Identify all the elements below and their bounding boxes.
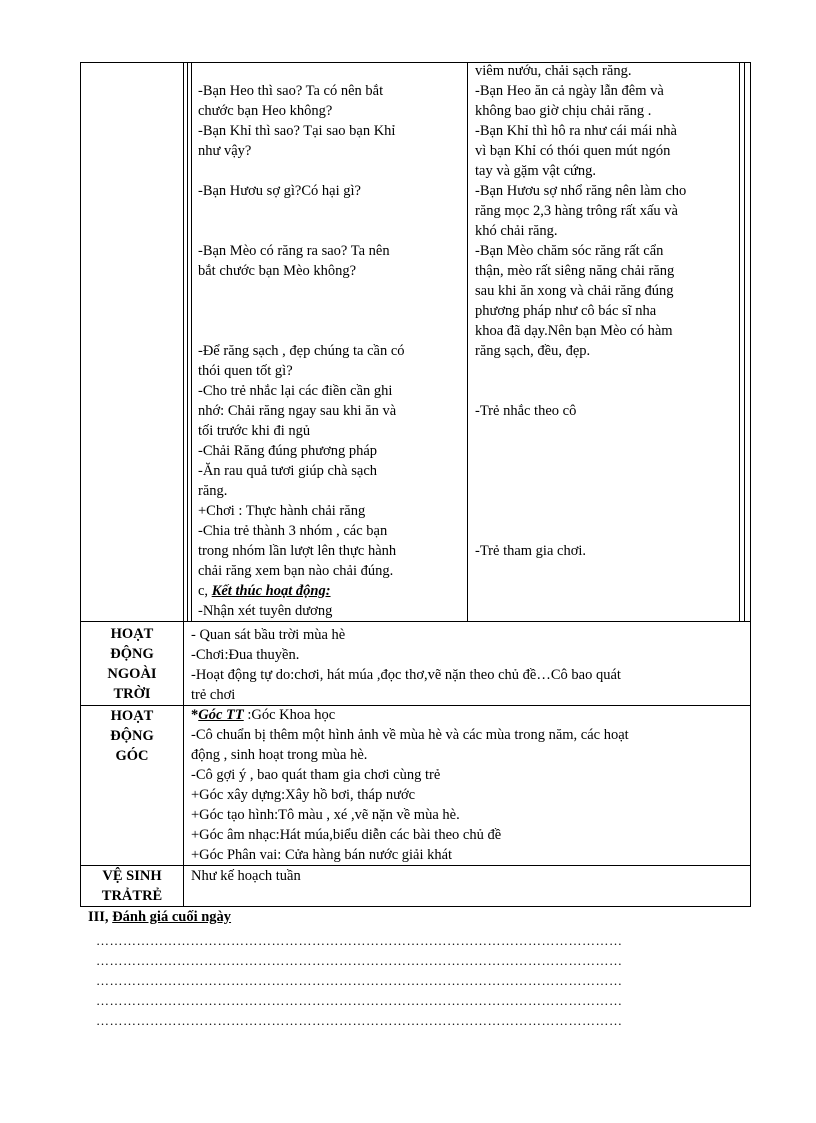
end-title: Kết thúc hoạt động: [211, 583, 331, 599]
activity-answers [475, 61, 686, 361]
row-divider-1 [80, 621, 751, 622]
answer-repeat: -Trẻ nhắc theo cô [475, 403, 577, 419]
corner-label-line: HOẠT [110, 708, 154, 724]
inner-table-left-outer [187, 62, 188, 622]
answer-line: răng mọc 2,3 hàng trông rất xấu và [475, 203, 678, 219]
instruction-line: chải răng xem bạn nào chải đúng. [198, 563, 394, 579]
outdoor-label-line: HOẠT [110, 626, 154, 642]
outdoor-content [191, 625, 621, 705]
end-note: -Nhận xét tuyên dương [198, 603, 333, 619]
question-line: -Bạn Hươu sợ gì?Có hại gì? [198, 183, 361, 199]
answer-line: không bao giờ chịu chải răng . [475, 103, 652, 119]
answer-line: tay và gặm vật cứng. [475, 163, 596, 179]
evaluation-heading [88, 907, 231, 927]
answer-line: vì bạn Khỉ có thói quen mút ngón [475, 143, 671, 159]
outdoor-line: -Chơi:Đua thuyền. [191, 647, 300, 663]
inner-table-right-inner [739, 62, 740, 622]
question-line: như vậy? [198, 143, 252, 159]
corner-label [81, 706, 183, 766]
instruction-line: -Để răng sạch , đẹp chúng ta cần có [198, 343, 405, 359]
answer-line: -Bạn Mèo chăm sóc răng rất cẩn [475, 243, 664, 259]
instruction-line: +Chơi : Thực hành chải răng [198, 503, 366, 519]
evaluation-prefix: III, [88, 909, 113, 925]
corner-label-line: GÓC [115, 748, 149, 764]
activity-questions [198, 81, 395, 281]
instruction-line: -Chia trẻ thành 3 nhóm , các bạn [198, 523, 388, 539]
evaluation-dots-4: ……………………………………………………………………………………………………… [96, 993, 623, 1008]
inner-table-mid [467, 62, 468, 622]
table-border-left [80, 62, 81, 907]
corner-content [191, 705, 629, 865]
answer-line: -Bạn Khỉ thì hô ra như cái mái nhà [475, 123, 677, 139]
end-prefix: c, [198, 583, 212, 599]
answer-line: khoa đã dạy.Nên bạn Mèo có hàm [475, 323, 673, 339]
question-line: -Bạn Heo thì sao? Ta có nên bắt [198, 83, 384, 99]
instruction-line: trong nhóm lần lượt lên thực hành [198, 543, 397, 559]
corner-title: Góc TT [198, 707, 244, 723]
inner-table-right-outer [744, 62, 745, 622]
evaluation-dots-3: ……………………………………………………………………………………………………… [96, 973, 623, 988]
answer-line: viêm nướu, chải sạch răng. [475, 63, 632, 79]
corner-line: +Góc Phân vai: Cửa hàng bán nước giải khát [191, 847, 453, 863]
outdoor-line: -Hoạt động tự do:chơi, hát múa ,đọc thơ,vẽ nặn theo chủ đề…Cô bao quát [191, 667, 621, 683]
instruction-line: nhớ: Chải răng ngay sau khi ăn và [198, 403, 397, 419]
outdoor-label-line: TRỜI [113, 686, 151, 702]
outdoor-label [81, 624, 183, 704]
activity-instructions [198, 341, 405, 621]
corner-star: * [191, 707, 199, 723]
instruction-line: -Cho trẻ nhắc lại các điền cần ghi [198, 383, 393, 399]
corner-line: -Cô chuẩn bị thêm một hình ảnh về mùa hè và các mùa trong năm, các hoạt [191, 727, 629, 743]
answer-line: -Bạn Hươu sợ nhổ răng nên làm cho [475, 183, 687, 199]
corner-subtitle: :Góc Khoa học [243, 707, 336, 723]
outdoor-line: trẻ chơi [191, 687, 236, 703]
corner-line: +Góc âm nhạc:Hát múa,biểu diễn các bài theo chủ đề [191, 827, 502, 843]
instruction-line: -Ăn rau quả tươi giúp chà sạch [198, 463, 377, 479]
corner-line: +Góc tạo hình:Tô màu , xé ,vẽ nặn về mùa hè. [191, 807, 460, 823]
question-line: bắt chước bạn Mèo không? [198, 263, 357, 279]
evaluation-title: Đánh giá cuối ngày [112, 909, 232, 925]
evaluation-dots-2: ……………………………………………………………………………………………………… [96, 953, 623, 968]
answer-line: khó chải răng. [475, 223, 558, 239]
outdoor-label-line: NGOÀI [107, 666, 157, 682]
instruction-line: răng. [198, 483, 228, 499]
answer-line: thận, mèo rất siêng năng chải răng [475, 263, 675, 279]
evaluation-dots-1: ……………………………………………………………………………………………………… [96, 933, 623, 948]
hygiene-label [81, 866, 183, 906]
outdoor-line: - Quan sát bầu trời mùa hè [191, 627, 346, 643]
instruction-line: thói quen tốt gì? [198, 363, 293, 379]
corner-line: -Cô gợi ý , bao quát tham gia chơi cùng trẻ [191, 767, 441, 783]
question-line: -Bạn Khỉ thì sao? Tại sao bạn Khỉ [198, 123, 396, 139]
end-activity-heading [198, 581, 405, 601]
hygiene-content: Như kế hoạch tuần [191, 868, 301, 884]
outdoor-label-line: ĐỘNG [110, 646, 154, 662]
corner-line: động , sinh hoạt trong mùa hè. [191, 747, 368, 763]
answer-line: sau khi ăn xong và chải răng đúng [475, 283, 674, 299]
question-line: -Bạn Mèo có răng ra sao? Ta nên [198, 243, 390, 259]
column-divider [183, 62, 184, 907]
question-line: chước bạn Heo không? [198, 103, 333, 119]
answer-play: -Trẻ tham gia chơi. [475, 543, 587, 559]
answer-line: -Bạn Heo ăn cả ngày lẫn đêm và [475, 83, 664, 99]
answer-line: phương pháp như cô bác sĩ nha [475, 303, 657, 319]
evaluation-dots-5: ……………………………………………………………………………………………………… [96, 1013, 623, 1028]
answer-line: răng sạch, đều, đẹp. [475, 343, 591, 359]
instruction-line: -Chải Răng đúng phương pháp [198, 443, 378, 459]
corner-label-line: ĐỘNG [110, 728, 154, 744]
hygiene-label-line: TRẢTRẺ [101, 888, 163, 904]
corner-heading [191, 705, 629, 725]
instruction-line: tối trước khi đi ngủ [198, 423, 311, 439]
hygiene-label-line: VỆ SINH [102, 868, 162, 884]
corner-line: +Góc xây dựng:Xây hồ bơi, tháp nước [191, 787, 416, 803]
table-border-right [750, 62, 751, 907]
inner-table-left-inner [191, 62, 192, 622]
